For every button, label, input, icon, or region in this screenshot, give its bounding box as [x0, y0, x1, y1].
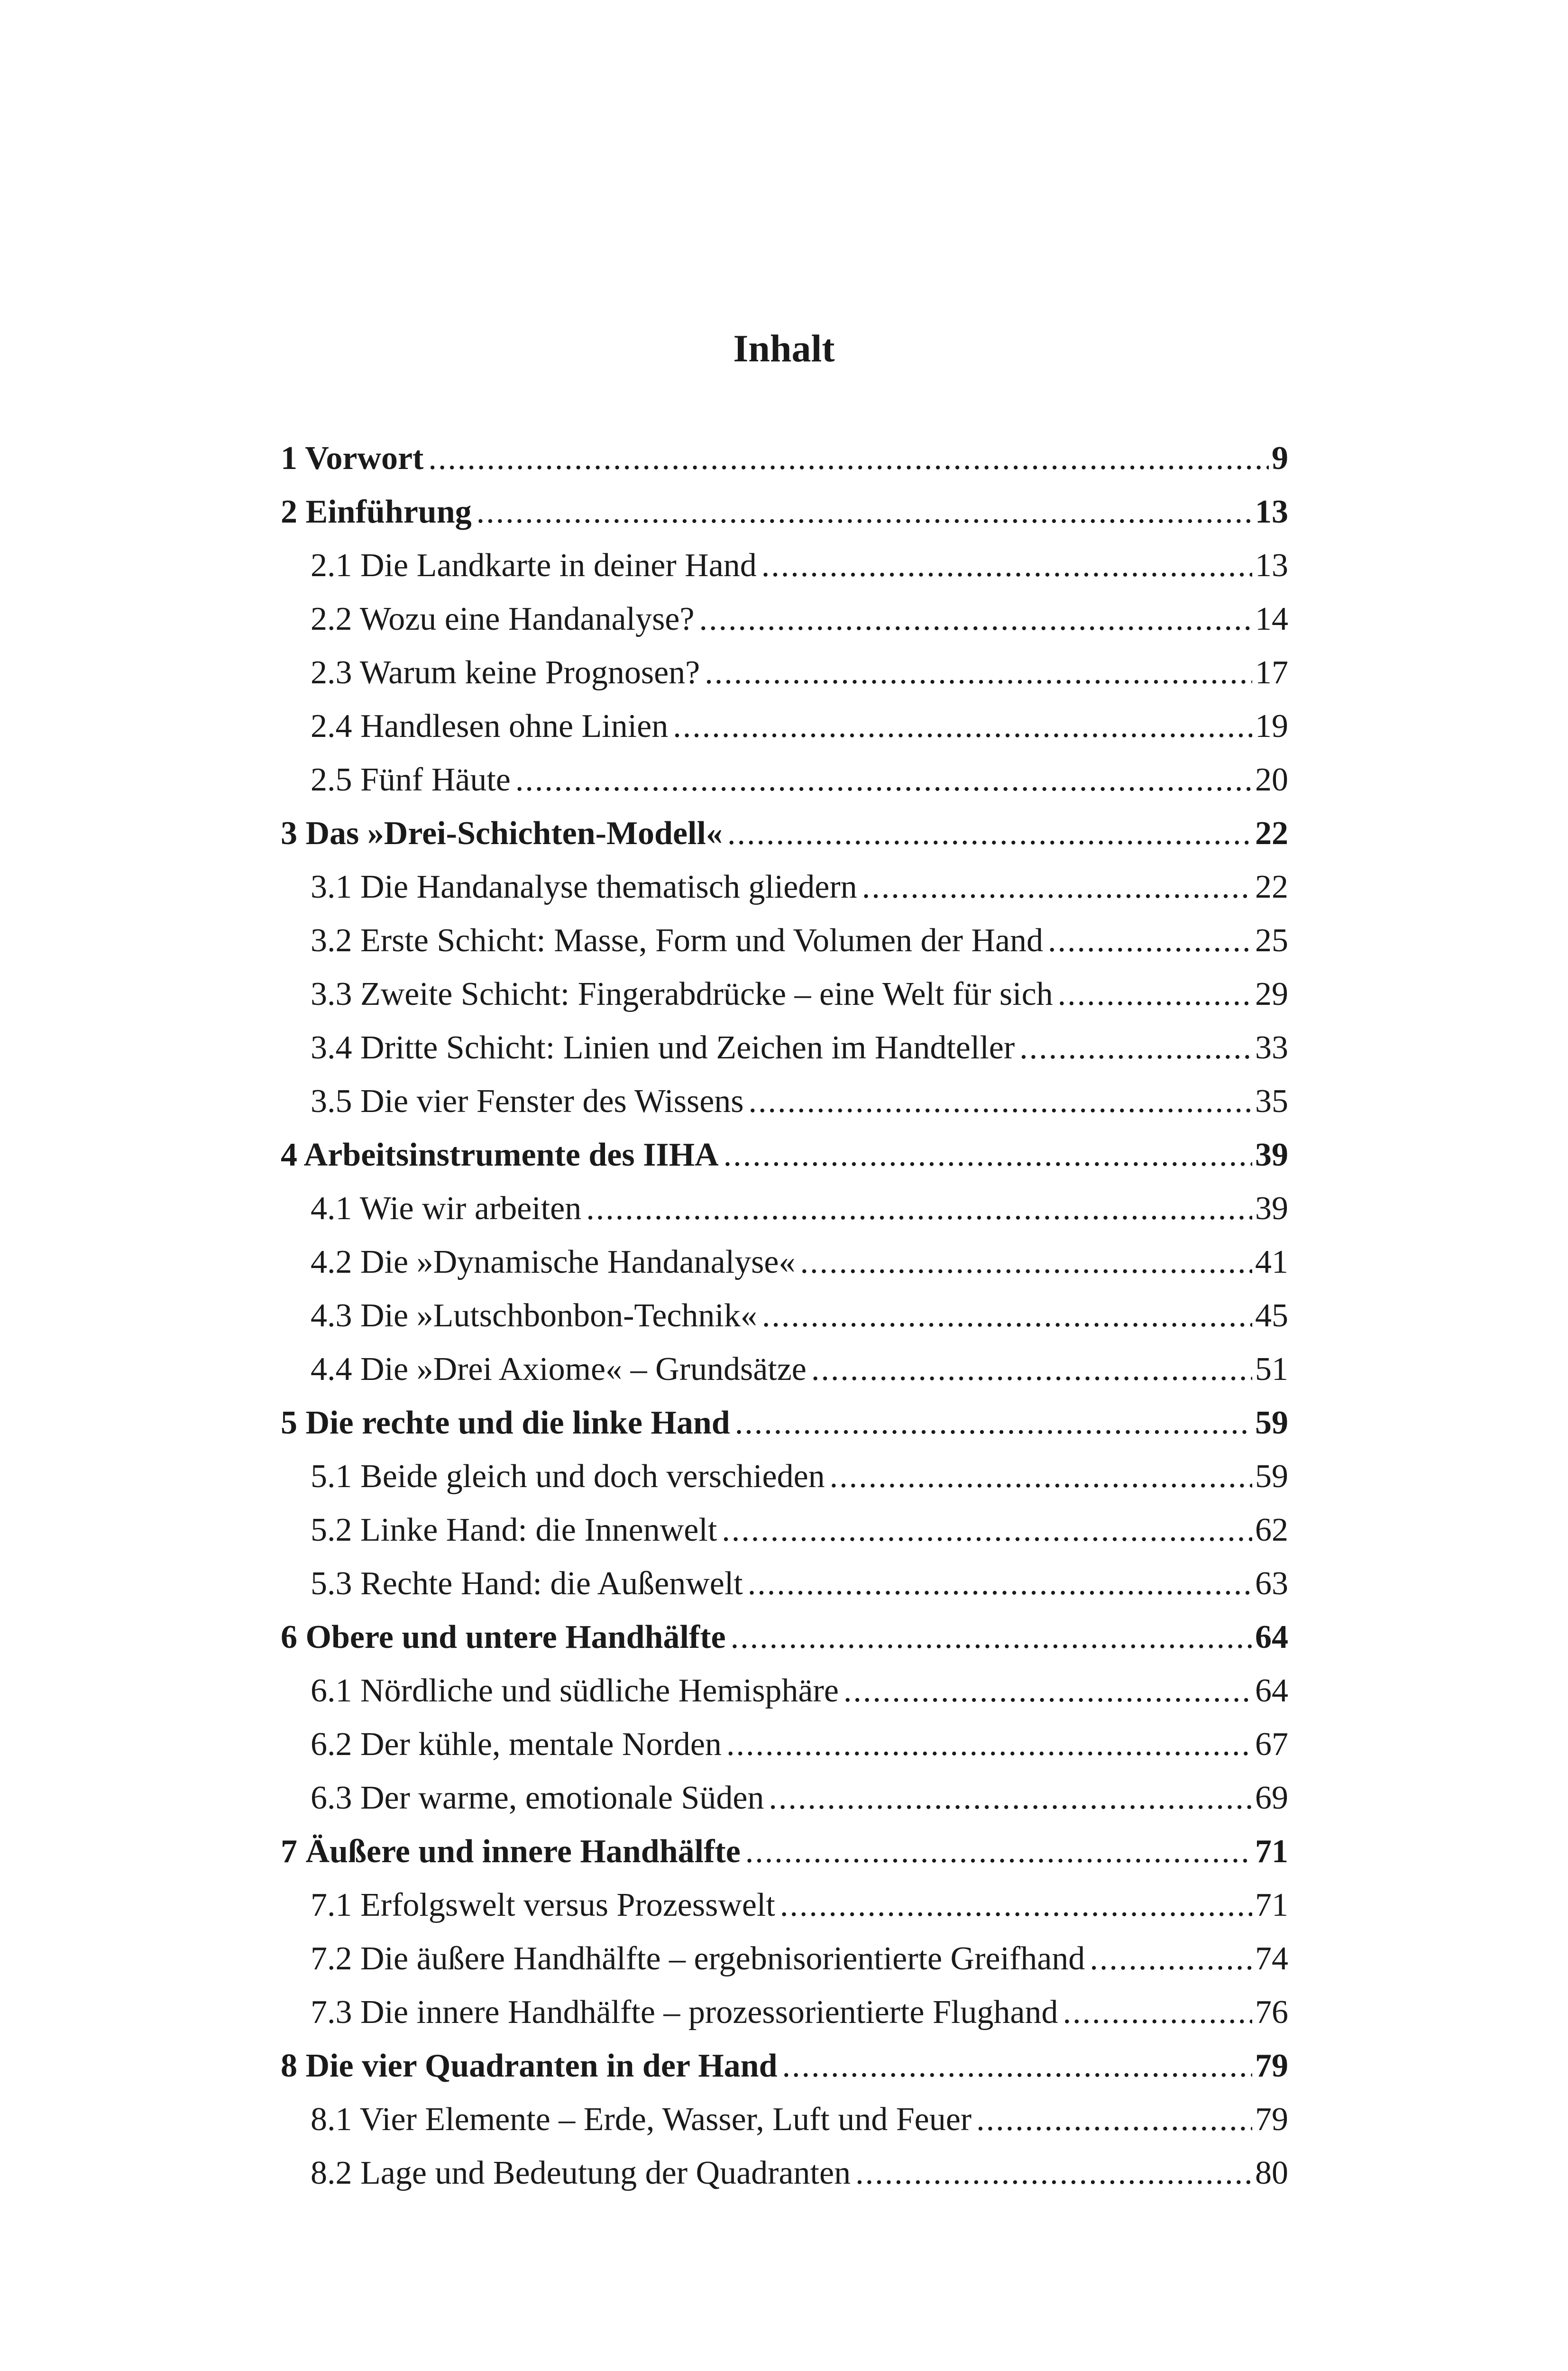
entry-title: 3.1 Die Handanalyse thematisch gliedern	[311, 869, 857, 905]
entry-title: 7 Äußere und innere Handhälfte	[281, 1833, 741, 1870]
entry-title: 7.2 Die äußere Handhälfte – ergebnisorientierte Greifhand	[311, 1940, 1085, 1977]
table-of-contents	[281, 432, 1288, 2200]
toc-section-entry	[281, 539, 1288, 592]
entry-title: 2 Einführung	[281, 494, 472, 530]
toc-section-entry	[281, 1932, 1288, 1985]
toc-section-entry	[281, 592, 1288, 646]
dot-leader	[731, 1610, 1252, 1664]
toc-section-entry	[281, 2093, 1288, 2146]
toc-section-entry	[281, 1235, 1288, 1289]
entry-page-number: 13	[1255, 494, 1288, 530]
entry-page-number: 33	[1255, 1029, 1288, 1066]
toc-section-entry	[281, 646, 1288, 699]
toc-chapter-entry	[281, 485, 1288, 539]
dot-leader	[761, 539, 1252, 592]
entry-title: 6 Obere und untere Handhälfte	[281, 1619, 726, 1655]
entry-title: 2.1 Die Landkarte in deiner Hand	[311, 547, 757, 584]
entry-title: 5.3 Rechte Hand: die Außenwelt	[311, 1565, 743, 1602]
entry-title: 7.1 Erfolgswelt versus Prozesswelt	[311, 1887, 775, 1923]
entry-page-number: 13	[1255, 547, 1288, 584]
entry-page-number: 67	[1255, 1726, 1288, 1763]
toc-section-entry	[281, 1342, 1288, 1396]
toc-section-entry	[281, 1450, 1288, 1503]
entry-title: 2.4 Handlesen ohne Linien	[311, 708, 669, 744]
dot-leader	[735, 1396, 1252, 1450]
entry-page-number: 51	[1255, 1351, 1288, 1388]
dot-leader	[855, 2146, 1252, 2200]
entry-page-number: 29	[1255, 976, 1288, 1012]
entry-title: 3 Das »Drei-Schichten-Modell«	[281, 815, 723, 852]
dot-leader	[1090, 1932, 1252, 1985]
dot-leader	[830, 1450, 1252, 1503]
dot-leader	[780, 1878, 1252, 1932]
entry-page-number: 41	[1255, 1244, 1288, 1280]
entry-page-number: 62	[1255, 1512, 1288, 1548]
dot-leader	[727, 807, 1252, 860]
toc-chapter-entry	[281, 2039, 1288, 2093]
entry-title: 4.3 Die »Lutschbonbon-Technik«	[311, 1297, 757, 1334]
toc-section-entry	[281, 1718, 1288, 1771]
dot-leader	[745, 1825, 1252, 1878]
entry-title: 1 Vorwort	[281, 440, 424, 477]
entry-title: 4 Arbeitsinstrumente des IIHA	[281, 1137, 719, 1173]
toc-section-entry	[281, 1771, 1288, 1825]
dot-leader	[1058, 967, 1252, 1021]
dot-leader	[726, 1718, 1252, 1771]
entry-page-number: 80	[1255, 2155, 1288, 2191]
toc-section-entry	[281, 1557, 1288, 1610]
entry-page-number: 69	[1255, 1780, 1288, 1816]
dot-leader	[749, 1075, 1252, 1128]
toc-section-entry	[281, 860, 1288, 914]
entry-page-number: 22	[1255, 869, 1288, 905]
entry-title: 8.1 Vier Elemente – Erde, Wasser, Luft und Feuer	[311, 2101, 972, 2138]
entry-page-number: 71	[1255, 1887, 1288, 1923]
entry-page-number: 35	[1255, 1083, 1288, 1120]
entry-title: 5.2 Linke Hand: die Innenwelt	[311, 1512, 717, 1548]
dot-leader	[762, 1289, 1252, 1342]
entry-title: 3.5 Die vier Fenster des Wissens	[311, 1083, 744, 1120]
toc-section-entry	[281, 1075, 1288, 1128]
entry-page-number: 59	[1255, 1458, 1288, 1495]
dot-leader	[748, 1557, 1252, 1610]
entry-title: 6.1 Nördliche und südliche Hemisphäre	[311, 1673, 839, 1709]
entry-page-number: 64	[1255, 1673, 1288, 1709]
entry-title: 3.2 Erste Schicht: Masse, Form und Volumen der Hand	[311, 922, 1044, 959]
entry-page-number: 14	[1255, 601, 1288, 637]
toc-chapter-entry	[281, 1128, 1288, 1182]
entry-page-number: 74	[1255, 1940, 1288, 1977]
dot-leader	[811, 1342, 1252, 1396]
entry-title: 4.1 Wie wir arbeiten	[311, 1190, 582, 1227]
entry-page-number: 17	[1255, 654, 1288, 691]
entry-page-number: 63	[1255, 1565, 1288, 1602]
entry-page-number: 45	[1255, 1297, 1288, 1334]
dot-leader	[586, 1182, 1252, 1235]
dot-leader	[705, 646, 1252, 699]
toc-section-entry	[281, 753, 1288, 807]
entry-title: 3.3 Zweite Schicht: Fingerabdrücke – eine Welt für sich	[311, 976, 1053, 1012]
entry-title: 3.4 Dritte Schicht: Linien und Zeichen im Handteller	[311, 1029, 1015, 1066]
dot-leader	[477, 485, 1252, 539]
entry-title: 4.4 Die »Drei Axiome« – Grundsätze	[311, 1351, 807, 1388]
entry-title: 8 Die vier Quadranten in der Hand	[281, 2048, 778, 2084]
toc-chapter-entry	[281, 807, 1288, 860]
entry-page-number: 39	[1255, 1137, 1288, 1173]
entry-title: 2.2 Wozu eine Handanalyse?	[311, 601, 695, 637]
entry-title: 5.1 Beide gleich und doch verschieden	[311, 1458, 825, 1495]
entry-page-number: 39	[1255, 1190, 1288, 1227]
entry-page-number: 19	[1255, 708, 1288, 744]
toc-chapter-entry	[281, 1610, 1288, 1664]
toc-section-entry	[281, 699, 1288, 753]
dot-leader	[1063, 1985, 1252, 2039]
entry-page-number: 79	[1255, 2048, 1288, 2084]
entry-title: 6.2 Der kühle, mentale Norden	[311, 1726, 722, 1763]
dot-leader	[515, 753, 1252, 807]
entry-page-number: 25	[1255, 922, 1288, 959]
toc-section-entry	[281, 914, 1288, 967]
entry-title: 2.5 Fünf Häute	[311, 762, 511, 798]
toc-section-entry	[281, 1985, 1288, 2039]
dot-leader	[844, 1664, 1252, 1718]
dot-leader	[976, 2093, 1252, 2146]
toc-section-entry	[281, 1503, 1288, 1557]
entry-page-number: 71	[1255, 1833, 1288, 1870]
entry-page-number: 79	[1255, 2101, 1288, 2138]
dot-leader	[782, 2039, 1252, 2093]
page-title: Inhalt	[733, 327, 835, 370]
dot-leader	[1048, 914, 1252, 967]
entry-title: 2.3 Warum keine Prognosen?	[311, 654, 700, 691]
dot-leader	[862, 860, 1252, 914]
entry-title: 6.3 Der warme, emotionale Süden	[311, 1780, 764, 1816]
entry-page-number: 64	[1255, 1619, 1288, 1655]
dot-leader	[769, 1771, 1252, 1825]
entry-page-number: 76	[1255, 1994, 1288, 2031]
toc-chapter-entry	[281, 1825, 1288, 1878]
toc-section-entry	[281, 1182, 1288, 1235]
entry-page-number: 59	[1255, 1405, 1288, 1441]
toc-section-entry	[281, 1289, 1288, 1342]
toc-chapter-entry	[281, 432, 1288, 485]
dot-leader	[699, 592, 1252, 646]
toc-section-entry	[281, 2146, 1288, 2200]
toc-section-entry	[281, 967, 1288, 1021]
toc-section-entry	[281, 1878, 1288, 1932]
dot-leader	[722, 1503, 1252, 1557]
toc-section-entry	[281, 1021, 1288, 1075]
entry-title: 7.3 Die innere Handhälfte – prozessorientierte Flughand	[311, 1994, 1058, 2031]
toc-section-entry	[281, 1664, 1288, 1718]
dot-leader	[1019, 1021, 1252, 1075]
dot-leader	[800, 1235, 1253, 1289]
dot-leader	[428, 432, 1269, 485]
dot-leader	[673, 699, 1252, 753]
toc-chapter-entry	[281, 1396, 1288, 1450]
dot-leader	[724, 1128, 1252, 1182]
entry-title: 8.2 Lage und Bedeutung der Quadranten	[311, 2155, 851, 2191]
entry-page-number: 9	[1272, 440, 1288, 477]
entry-title: 4.2 Die »Dynamische Handanalyse«	[311, 1244, 796, 1280]
entry-page-number: 20	[1255, 762, 1288, 798]
entry-title: 5 Die rechte und die linke Hand	[281, 1405, 730, 1441]
entry-page-number: 22	[1255, 815, 1288, 852]
